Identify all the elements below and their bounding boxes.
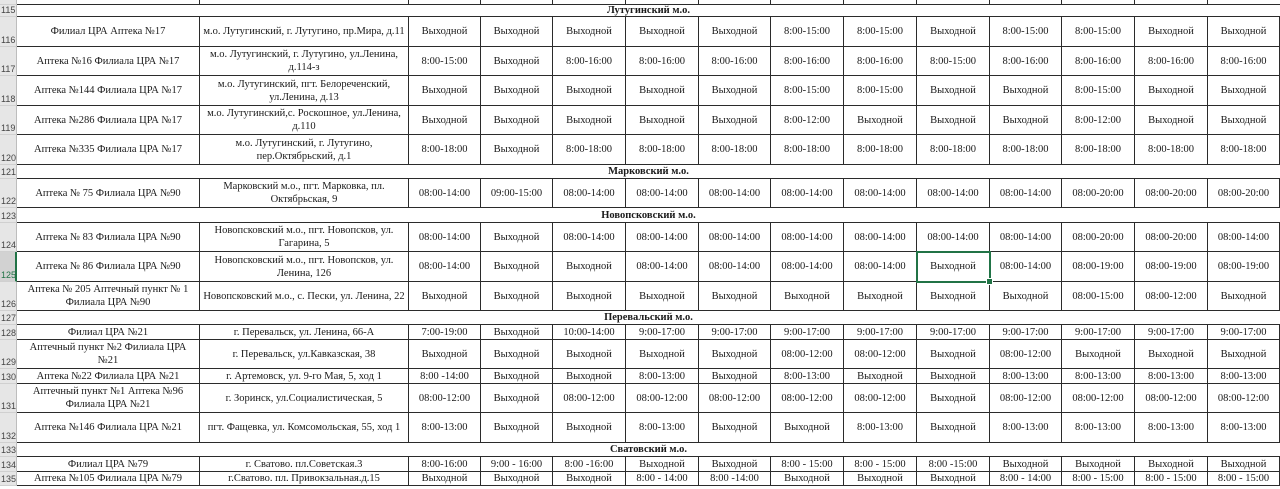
hours-cell[interactable]: 8:00-13:00 bbox=[626, 369, 699, 384]
hours-cell[interactable]: 08:00-19:00 bbox=[1208, 252, 1280, 282]
hours-cell[interactable]: Выходной bbox=[553, 282, 626, 311]
hours-cell[interactable]: Выходной bbox=[917, 369, 990, 384]
hours-cell[interactable]: 08:00-14:00 bbox=[553, 179, 626, 208]
row-header-123[interactable]: 123 bbox=[0, 208, 17, 223]
hours-cell[interactable]: 8:00 - 15:00 bbox=[771, 457, 844, 472]
row-header-128[interactable]: 128 bbox=[0, 325, 17, 340]
fill-handle[interactable] bbox=[986, 278, 993, 285]
hours-cell[interactable]: Выходной bbox=[409, 76, 481, 106]
hours-cell[interactable]: 8:00-16:00 bbox=[626, 47, 699, 76]
hours-cell[interactable]: 8:00-13:00 bbox=[409, 413, 481, 443]
hours-cell[interactable]: 8:00-13:00 bbox=[1062, 369, 1135, 384]
hours-cell[interactable]: 10:00-14:00 bbox=[553, 325, 626, 340]
hours-cell[interactable]: 08:00-14:00 bbox=[409, 252, 481, 282]
hours-cell[interactable]: Выходной bbox=[844, 472, 917, 486]
hours-cell[interactable]: 08:00-14:00 bbox=[844, 223, 917, 252]
hours-cell[interactable]: 8:00-15:00 bbox=[409, 47, 481, 76]
hours-cell[interactable]: Выходной bbox=[990, 106, 1062, 135]
hours-cell[interactable]: 9:00-17:00 bbox=[844, 325, 917, 340]
pharmacy-name-cell[interactable]: Аптека № 75 Филиала ЦРА №90 bbox=[17, 179, 200, 208]
pharmacy-name-cell[interactable]: Аптека № 205 Аптечный пункт № 1 Филиала ЦРА №90 bbox=[17, 282, 200, 311]
hours-cell[interactable]: 8:00-13:00 bbox=[1135, 369, 1208, 384]
hours-cell[interactable]: 08:00-12:00 bbox=[553, 384, 626, 413]
address-cell[interactable]: Марковский м.о., пгт. Марковка, пл. Октябрьская, 9 bbox=[200, 179, 409, 208]
hours-cell[interactable]: 8:00-13:00 bbox=[990, 369, 1062, 384]
hours-cell[interactable]: Выходной bbox=[1135, 17, 1208, 47]
hours-cell[interactable]: Выходной bbox=[699, 282, 771, 311]
section-header[interactable]: Сватовский м.о. bbox=[17, 443, 1280, 457]
hours-cell[interactable]: 7:00-19:00 bbox=[409, 325, 481, 340]
hours-cell[interactable]: Выходной bbox=[626, 76, 699, 106]
hours-cell[interactable]: Выходной bbox=[409, 472, 481, 486]
hours-cell[interactable]: 08:00-14:00 bbox=[626, 223, 699, 252]
hours-cell[interactable]: Выходной bbox=[699, 17, 771, 47]
pharmacy-name-cell[interactable]: Аптечный пункт №2 Филиала ЦРА №21 bbox=[17, 340, 200, 369]
hours-cell[interactable]: 8:00 - 14:00 bbox=[626, 472, 699, 486]
hours-cell[interactable]: 8:00-15:00 bbox=[1062, 76, 1135, 106]
hours-cell[interactable]: 8:00 - 15:00 bbox=[1062, 472, 1135, 486]
hours-cell[interactable]: 8:00-13:00 bbox=[771, 369, 844, 384]
hours-cell[interactable]: 9:00-17:00 bbox=[990, 325, 1062, 340]
pharmacy-name-cell[interactable]: Аптека № 83 Филиала ЦРА №90 bbox=[17, 223, 200, 252]
hours-cell[interactable]: Выходной bbox=[844, 106, 917, 135]
row-header-117[interactable]: 117 bbox=[0, 47, 17, 76]
hours-cell[interactable]: Выходной bbox=[481, 17, 553, 47]
hours-cell[interactable]: 08:00-12:00 bbox=[409, 384, 481, 413]
hours-cell[interactable]: 8:00-18:00 bbox=[1135, 135, 1208, 165]
hours-cell[interactable]: 8:00-18:00 bbox=[553, 135, 626, 165]
hours-cell[interactable]: Выходной bbox=[553, 76, 626, 106]
hours-cell[interactable]: 08:00-12:00 bbox=[1062, 384, 1135, 413]
hours-cell[interactable]: 08:00-14:00 bbox=[990, 223, 1062, 252]
hours-cell[interactable]: Выходной bbox=[481, 369, 553, 384]
hours-cell[interactable]: 08:00-14:00 bbox=[844, 179, 917, 208]
hours-cell[interactable]: Выходной bbox=[917, 340, 990, 369]
hours-cell[interactable]: 08:00-12:00 bbox=[771, 384, 844, 413]
row-header-120[interactable]: 120 bbox=[0, 135, 17, 165]
section-header[interactable]: Марковский м.о. bbox=[17, 165, 1280, 179]
hours-cell[interactable]: Выходной bbox=[917, 413, 990, 443]
hours-cell[interactable]: 08:00-20:00 bbox=[1135, 223, 1208, 252]
hours-cell[interactable]: 08:00-20:00 bbox=[1062, 179, 1135, 208]
address-cell[interactable]: м.о. Лутугинский, г. Лутугино, пер.Октябрьский, д.1 bbox=[200, 135, 409, 165]
row-header-122[interactable]: 122 bbox=[0, 179, 17, 208]
hours-cell[interactable]: 08:00-14:00 bbox=[553, 223, 626, 252]
hours-cell[interactable]: Выходной bbox=[1135, 76, 1208, 106]
address-cell[interactable]: м.о. Лутугинский, пгт. Белореченский, ул.Ленина, д.13 bbox=[200, 76, 409, 106]
hours-cell[interactable]: Выходной bbox=[481, 252, 553, 282]
address-cell[interactable]: м.о. Лутугинский,с. Роскошное, ул.Ленина, д.110 bbox=[200, 106, 409, 135]
hours-cell[interactable]: 8:00-16:00 bbox=[1208, 47, 1280, 76]
hours-cell[interactable]: 09:00-15:00 bbox=[481, 179, 553, 208]
hours-cell[interactable]: 8:00-16:00 bbox=[409, 457, 481, 472]
hours-cell[interactable]: 08:00-12:00 bbox=[990, 340, 1062, 369]
hours-cell[interactable]: 8:00-18:00 bbox=[626, 135, 699, 165]
hours-cell[interactable]: 08:00-12:00 bbox=[1135, 282, 1208, 311]
row-header-132[interactable]: 132 bbox=[0, 413, 17, 443]
address-cell[interactable]: г.Сватово. пл. Привокзальная.д.15 bbox=[200, 472, 409, 486]
hours-cell[interactable]: 08:00-14:00 bbox=[844, 252, 917, 282]
pharmacy-name-cell[interactable]: Аптека №286 Филиала ЦРА №17 bbox=[17, 106, 200, 135]
hours-cell[interactable]: Выходной bbox=[1208, 457, 1280, 472]
hours-cell[interactable]: 8:00 -14:00 bbox=[409, 369, 481, 384]
pharmacy-name-cell[interactable]: Аптека №144 Филиала ЦРА №17 bbox=[17, 76, 200, 106]
hours-cell[interactable]: 8:00-18:00 bbox=[699, 135, 771, 165]
hours-cell[interactable]: Выходной bbox=[917, 282, 990, 311]
hours-cell[interactable]: Выходной bbox=[771, 282, 844, 311]
hours-cell[interactable]: 8:00-12:00 bbox=[1062, 106, 1135, 135]
hours-cell[interactable]: Выходной bbox=[553, 369, 626, 384]
hours-cell[interactable]: Выходной bbox=[553, 472, 626, 486]
hours-cell[interactable]: Выходной bbox=[626, 282, 699, 311]
row-header-115[interactable]: 115 bbox=[1, 5, 16, 15]
hours-cell[interactable]: 8:00 - 15:00 bbox=[1135, 472, 1208, 486]
hours-cell[interactable]: 8:00-16:00 bbox=[990, 47, 1062, 76]
hours-cell[interactable]: Выходной bbox=[990, 282, 1062, 311]
hours-cell[interactable]: Выходной bbox=[553, 17, 626, 47]
hours-cell[interactable]: Выходной bbox=[409, 282, 481, 311]
hours-cell[interactable]: 8:00-18:00 bbox=[409, 135, 481, 165]
hours-cell[interactable]: 08:00-14:00 bbox=[771, 179, 844, 208]
section-header[interactable]: Лутугинский м.о. bbox=[17, 5, 1280, 17]
hours-cell[interactable]: 8:00-13:00 bbox=[1135, 413, 1208, 443]
hours-cell[interactable]: Выходной bbox=[699, 340, 771, 369]
hours-cell[interactable]: 08:00-14:00 bbox=[917, 179, 990, 208]
hours-cell[interactable]: Выходной bbox=[409, 106, 481, 135]
hours-cell[interactable]: 08:00-14:00 bbox=[771, 223, 844, 252]
hours-cell[interactable]: 8:00 - 15:00 bbox=[1208, 472, 1280, 486]
hours-cell[interactable]: 08:00-14:00 bbox=[699, 252, 771, 282]
pharmacy-name-cell[interactable]: Филиал ЦРА Аптека №17 bbox=[17, 17, 200, 47]
pharmacy-name-cell[interactable]: Аптека №22 Филиала ЦРА №21 bbox=[17, 369, 200, 384]
hours-cell[interactable]: 8:00 - 15:00 bbox=[844, 457, 917, 472]
hours-cell[interactable]: Выходной bbox=[553, 340, 626, 369]
hours-cell[interactable]: 08:00-14:00 bbox=[409, 223, 481, 252]
hours-cell[interactable]: Выходной bbox=[1062, 340, 1135, 369]
address-cell[interactable]: м.о. Лутугинский, г. Лутугино, ул.Ленина, д.114-з bbox=[200, 47, 409, 76]
hours-cell[interactable]: 9:00-17:00 bbox=[1062, 325, 1135, 340]
hours-cell[interactable]: 8:00-15:00 bbox=[917, 47, 990, 76]
address-cell[interactable]: г. Перевальск, ул. Ленина, 66-А bbox=[200, 325, 409, 340]
hours-cell[interactable]: 08:00-12:00 bbox=[990, 384, 1062, 413]
pharmacy-name-cell[interactable]: Филиал ЦРА №21 bbox=[17, 325, 200, 340]
row-header-126[interactable]: 126 bbox=[0, 282, 17, 311]
hours-cell[interactable]: 8:00-15:00 bbox=[844, 17, 917, 47]
row-header-124[interactable]: 124 bbox=[0, 223, 17, 252]
row-header-130[interactable]: 130 bbox=[0, 369, 17, 384]
hours-cell[interactable]: Выходной bbox=[481, 413, 553, 443]
row-header-131[interactable]: 131 bbox=[0, 384, 17, 413]
hours-cell[interactable]: 8:00-13:00 bbox=[626, 413, 699, 443]
hours-cell[interactable]: Выходной bbox=[553, 106, 626, 135]
hours-cell[interactable]: 8:00 -16:00 bbox=[553, 457, 626, 472]
hours-cell[interactable]: Выходной bbox=[917, 76, 990, 106]
hours-cell[interactable]: 9:00-17:00 bbox=[1135, 325, 1208, 340]
hours-cell[interactable]: Выходной bbox=[917, 106, 990, 135]
hours-cell[interactable]: 8:00-15:00 bbox=[771, 17, 844, 47]
hours-cell[interactable]: 9:00-17:00 bbox=[771, 325, 844, 340]
hours-cell[interactable]: 8:00-18:00 bbox=[917, 135, 990, 165]
hours-cell[interactable]: Выходной bbox=[553, 252, 626, 282]
hours-cell[interactable]: 9:00-17:00 bbox=[917, 325, 990, 340]
hours-cell[interactable]: 8:00-16:00 bbox=[771, 47, 844, 76]
hours-cell[interactable]: Выходной bbox=[626, 340, 699, 369]
row-header-119[interactable]: 119 bbox=[0, 106, 17, 135]
hours-cell[interactable]: 9:00-17:00 bbox=[1208, 325, 1280, 340]
pharmacy-name-cell[interactable]: Аптека №335 Филиала ЦРА №17 bbox=[17, 135, 200, 165]
address-cell[interactable]: м.о. Лутугинский, г. Лутугино, пр.Мира, д.11 bbox=[200, 17, 409, 47]
hours-cell[interactable]: Выходной bbox=[1208, 76, 1280, 106]
hours-cell[interactable]: Выходной bbox=[481, 223, 553, 252]
hours-cell[interactable]: 8:00-15:00 bbox=[844, 76, 917, 106]
hours-cell[interactable]: 8:00-13:00 bbox=[1208, 369, 1280, 384]
hours-cell[interactable]: 08:00-12:00 bbox=[626, 384, 699, 413]
address-cell[interactable]: г. Сватово. пл.Советская.3 bbox=[200, 457, 409, 472]
hours-cell[interactable]: 08:00-14:00 bbox=[409, 179, 481, 208]
hours-cell[interactable]: Выходной bbox=[699, 413, 771, 443]
row-header-118[interactable]: 118 bbox=[0, 76, 17, 106]
hours-cell[interactable]: 8:00 - 14:00 bbox=[990, 472, 1062, 486]
hours-cell[interactable]: Выходной bbox=[771, 472, 844, 486]
hours-cell[interactable]: Выходной bbox=[409, 340, 481, 369]
hours-cell[interactable]: Выходной bbox=[481, 472, 553, 486]
hours-cell[interactable]: 08:00-19:00 bbox=[1135, 252, 1208, 282]
hours-cell[interactable]: Выходной bbox=[481, 106, 553, 135]
address-cell[interactable]: г. Артемовск, ул. 9-го Мая, 5, ход 1 bbox=[200, 369, 409, 384]
hours-cell[interactable]: Выходной bbox=[699, 369, 771, 384]
hours-cell[interactable]: Выходной bbox=[917, 472, 990, 486]
row-header-133[interactable]: 133 bbox=[1, 445, 17, 455]
address-cell[interactable]: г. Перевальск, ул.Кавказская, 38 bbox=[200, 340, 409, 369]
hours-cell[interactable]: Выходной bbox=[409, 17, 481, 47]
hours-cell[interactable]: 8:00-13:00 bbox=[1208, 413, 1280, 443]
hours-cell[interactable]: 08:00-15:00 bbox=[1062, 282, 1135, 311]
hours-cell[interactable]: 8:00-16:00 bbox=[553, 47, 626, 76]
hours-cell[interactable]: 08:00-12:00 bbox=[844, 340, 917, 369]
hours-cell[interactable]: 8:00-18:00 bbox=[1208, 135, 1280, 165]
pharmacy-name-cell[interactable]: Филиал ЦРА №79 bbox=[17, 457, 200, 472]
address-cell[interactable]: Новопсковский м.о., пгт. Новопсков, ул. Ленина, 126 bbox=[200, 252, 409, 282]
row-header-127[interactable]: 127 bbox=[1, 313, 17, 323]
hours-cell[interactable]: Выходной bbox=[481, 325, 553, 340]
hours-cell[interactable]: Выходной bbox=[699, 457, 771, 472]
hours-cell[interactable]: Выходной bbox=[1208, 340, 1280, 369]
hours-cell[interactable]: 8:00-13:00 bbox=[1062, 413, 1135, 443]
hours-cell[interactable]: Выходной bbox=[481, 47, 553, 76]
hours-cell[interactable]: 9:00 - 16:00 bbox=[481, 457, 553, 472]
hours-cell[interactable]: 8:00-12:00 bbox=[771, 106, 844, 135]
row-header-129[interactable]: 129 bbox=[0, 340, 17, 369]
pharmacy-name-cell[interactable]: Аптечный пункт №1 Аптека №96 Филиала ЦРА №21 bbox=[17, 384, 200, 413]
hours-cell[interactable]: Выходной bbox=[1208, 17, 1280, 47]
row-header-121[interactable]: 121 bbox=[1, 167, 17, 177]
hours-cell[interactable]: 8:00-13:00 bbox=[844, 413, 917, 443]
hours-cell[interactable]: 8:00-18:00 bbox=[844, 135, 917, 165]
hours-cell[interactable]: 08:00-12:00 bbox=[699, 384, 771, 413]
hours-cell[interactable]: Выходной bbox=[771, 413, 844, 443]
hours-cell[interactable]: Выходной bbox=[626, 17, 699, 47]
hours-cell[interactable]: 08:00-14:00 bbox=[990, 252, 1062, 282]
hours-cell[interactable]: Выходной bbox=[1135, 340, 1208, 369]
hours-cell[interactable]: 08:00-12:00 bbox=[1135, 384, 1208, 413]
hours-cell[interactable]: 08:00-14:00 bbox=[917, 223, 990, 252]
hours-cell[interactable]: 08:00-14:00 bbox=[626, 252, 699, 282]
hours-cell[interactable]: 08:00-20:00 bbox=[1208, 179, 1280, 208]
hours-cell[interactable]: Выходной bbox=[844, 282, 917, 311]
hours-cell[interactable]: Выходной bbox=[1135, 106, 1208, 135]
hours-cell[interactable]: 8:00-18:00 bbox=[990, 135, 1062, 165]
pharmacy-name-cell[interactable]: Аптека № 86 Филиала ЦРА №90 bbox=[17, 252, 200, 282]
hours-cell[interactable]: 8:00 -15:00 bbox=[917, 457, 990, 472]
hours-cell[interactable]: 9:00-17:00 bbox=[699, 325, 771, 340]
hours-cell[interactable]: 8:00-18:00 bbox=[771, 135, 844, 165]
address-cell[interactable]: Новопсковский м.о., пгт. Новопсков, ул. Гагарина, 5 bbox=[200, 223, 409, 252]
hours-cell[interactable]: Выходной bbox=[1208, 106, 1280, 135]
hours-cell[interactable]: 08:00-14:00 bbox=[699, 179, 771, 208]
hours-cell[interactable]: 08:00-14:00 bbox=[699, 223, 771, 252]
selected-cell[interactable]: Выходной bbox=[917, 252, 990, 282]
hours-cell[interactable]: Выходной bbox=[990, 457, 1062, 472]
hours-cell[interactable]: 8:00-15:00 bbox=[990, 17, 1062, 47]
hours-cell[interactable]: Выходной bbox=[699, 76, 771, 106]
hours-cell[interactable]: 08:00-12:00 bbox=[844, 384, 917, 413]
hours-cell[interactable]: Выходной bbox=[553, 413, 626, 443]
hours-cell[interactable]: Выходной bbox=[1062, 457, 1135, 472]
hours-cell[interactable]: Выходной bbox=[917, 384, 990, 413]
hours-cell[interactable]: 08:00-14:00 bbox=[771, 252, 844, 282]
pharmacy-name-cell[interactable]: Аптека №16 Филиала ЦРА №17 bbox=[17, 47, 200, 76]
hours-cell[interactable]: Выходной bbox=[917, 17, 990, 47]
hours-cell[interactable]: 08:00-14:00 bbox=[626, 179, 699, 208]
hours-cell[interactable]: 8:00-16:00 bbox=[1062, 47, 1135, 76]
hours-cell[interactable]: Выходной bbox=[699, 106, 771, 135]
hours-cell[interactable]: Выходной bbox=[626, 457, 699, 472]
row-header-116[interactable]: 116 bbox=[0, 17, 17, 47]
section-header[interactable]: Перевальский м.о. bbox=[17, 311, 1280, 325]
hours-cell[interactable]: Выходной bbox=[990, 76, 1062, 106]
hours-cell[interactable]: Выходной bbox=[481, 282, 553, 311]
section-header[interactable]: Новопсковский м.о. bbox=[17, 208, 1280, 223]
row-header-134[interactable]: 134 bbox=[0, 457, 17, 472]
hours-cell[interactable]: Выходной bbox=[1208, 282, 1280, 311]
hours-cell[interactable]: 08:00-20:00 bbox=[1135, 179, 1208, 208]
hours-cell[interactable]: Выходной bbox=[481, 135, 553, 165]
hours-cell[interactable]: 8:00-18:00 bbox=[1062, 135, 1135, 165]
hours-cell[interactable]: 8:00-15:00 bbox=[1062, 17, 1135, 47]
hours-cell[interactable]: 8:00 -14:00 bbox=[699, 472, 771, 486]
hours-cell[interactable]: Выходной bbox=[481, 384, 553, 413]
hours-cell[interactable]: 08:00-19:00 bbox=[1062, 252, 1135, 282]
hours-cell[interactable]: Выходной bbox=[1135, 457, 1208, 472]
hours-cell[interactable]: 08:00-14:00 bbox=[990, 179, 1062, 208]
hours-cell[interactable]: 08:00-12:00 bbox=[1208, 384, 1280, 413]
hours-cell[interactable]: 08:00-20:00 bbox=[1062, 223, 1135, 252]
hours-cell[interactable]: 08:00-14:00 bbox=[1208, 223, 1280, 252]
pharmacy-name-cell[interactable]: Аптека №105 Филиала ЦРА №79 bbox=[17, 472, 200, 486]
hours-cell[interactable]: 8:00-16:00 bbox=[1135, 47, 1208, 76]
address-cell[interactable]: Новопсковский м.о., с. Пески, ул. Ленина, 22 bbox=[200, 282, 409, 311]
pharmacy-name-cell[interactable]: Аптека №146 Филиала ЦРА №21 bbox=[17, 413, 200, 443]
hours-cell[interactable]: Выходной bbox=[481, 340, 553, 369]
hours-cell[interactable]: Выходной bbox=[844, 369, 917, 384]
hours-cell[interactable]: Выходной bbox=[481, 76, 553, 106]
hours-cell[interactable]: 8:00-13:00 bbox=[990, 413, 1062, 443]
hours-cell[interactable]: 9:00-17:00 bbox=[626, 325, 699, 340]
hours-cell[interactable]: 08:00-12:00 bbox=[771, 340, 844, 369]
hours-cell[interactable]: Выходной bbox=[626, 106, 699, 135]
hours-cell[interactable]: 8:00-16:00 bbox=[699, 47, 771, 76]
row-header-125[interactable]: 125 bbox=[0, 252, 17, 282]
hours-cell[interactable]: 8:00-16:00 bbox=[844, 47, 917, 76]
address-cell[interactable]: пгт. Фащевка, ул. Комсомольская, 55, ход 1 bbox=[200, 413, 409, 443]
row-header-135[interactable]: 135 bbox=[1, 474, 17, 484]
address-cell[interactable]: г. Зоринск, ул.Социалистическая, 5 bbox=[200, 384, 409, 413]
hours-cell[interactable]: 8:00-15:00 bbox=[771, 76, 844, 106]
